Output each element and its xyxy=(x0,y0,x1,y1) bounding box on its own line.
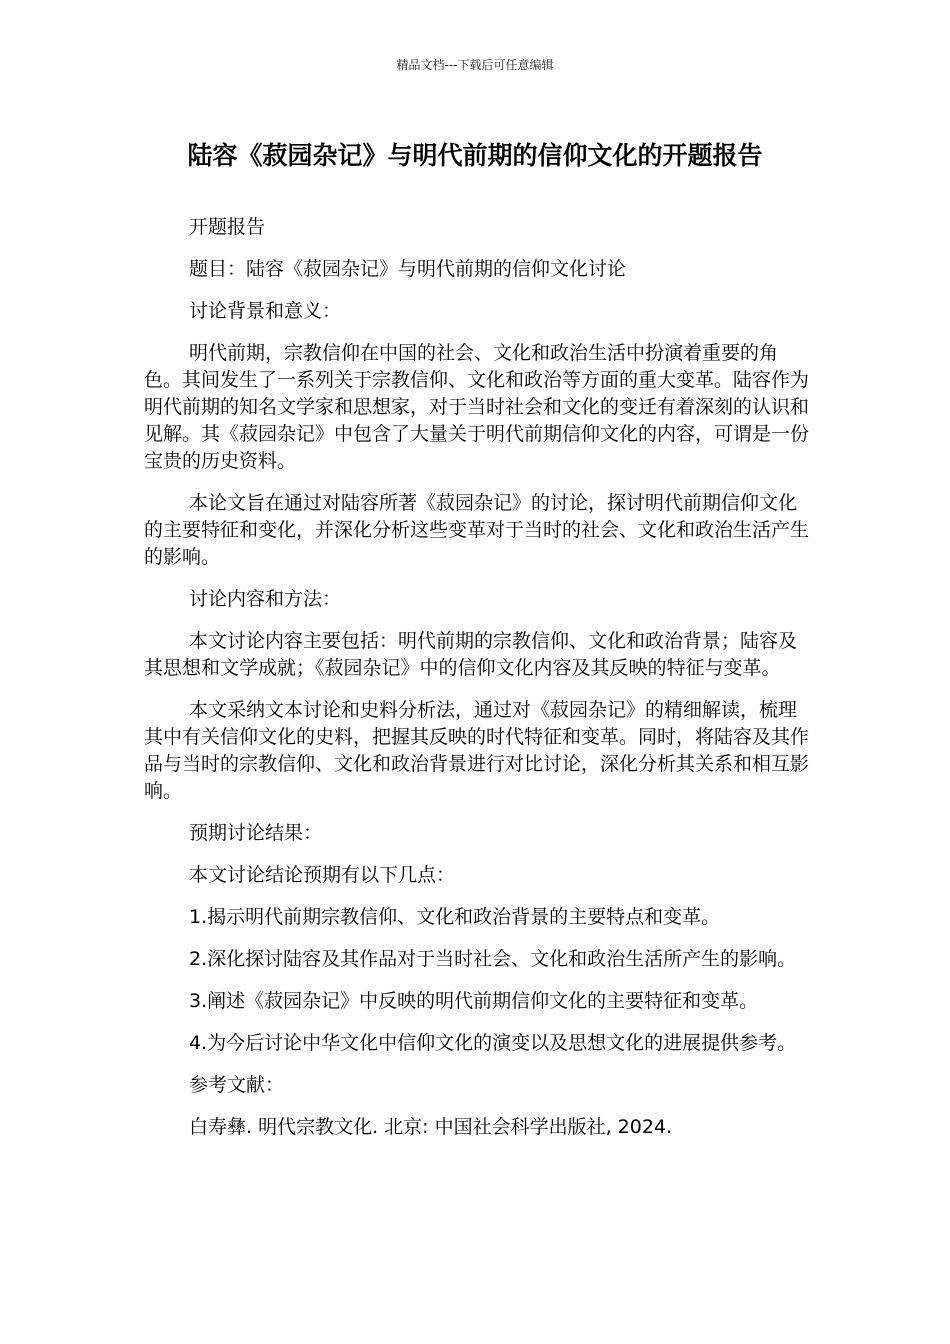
topic-line: 题目：陆容《菽园杂记》与明代前期的信仰文化讨论 xyxy=(189,258,627,280)
background-paragraph: 明代前期，宗教信仰在中国的社会、文化和政治生活中扮演着重要的角色。其间发生了一系列关于宗教信仰、文化和政治等方面的重大变革。陆容作为明代前期的知名文学家和思想家，对于当时社会和文化的变迁有着深刻的认识和见解。其《菽园杂记》中包含了大量关于明代前期信仰文化的内容，可谓是一份宝贵的历史资料。 xyxy=(144,342,810,472)
section-heading-expected-results: 预期讨论结果： xyxy=(189,822,323,844)
document-body xyxy=(144,214,809,1156)
purpose-paragraph: 本论文旨在通过对陆容所著《菽园杂记》的讨论，探讨明代前期信仰文化的主要特征和变化，并深化分析这些变革对于当时的社会、文化和政治生活产生的影响。 xyxy=(144,492,810,568)
expected-result-item: 1.揭示明代前期宗教信仰、文化和政治背景的主要特点和变革。 xyxy=(189,906,721,928)
section-label-report: 开题报告 xyxy=(189,216,266,238)
section-heading-references: 参考文献： xyxy=(189,1074,285,1096)
expected-result-item: 3.阐述《菽园杂记》中反映的明代前期信仰文化的主要特征和变革。 xyxy=(189,990,759,1012)
content-paragraph: 本文讨论内容主要包括：明代前期的宗教信仰、文化和政治背景；陆容及其思想和文学成就；《菽园杂记》中的信仰文化内容及其反映的特征与变革。 xyxy=(144,630,798,679)
expected-result-item: 4.为今后讨论中华文化中信仰文化的演变以及思想文化的进展提供参考。 xyxy=(189,1032,797,1054)
method-paragraph: 本文采纳文本讨论和史料分析法，通过对《菽园杂记》的精细解读，梳理其中有关信仰文化的史料，把握其反映的时代特征和变革。同时，将陆容及其作品与当时的宗教信仰、文化和政治背景进行对比讨论，深化分析其关系和相互影响。 xyxy=(144,699,810,802)
section-heading-content-method: 讨论内容和方法： xyxy=(189,588,342,610)
page-header: 精品文档---下载后可任意编辑 xyxy=(396,58,554,72)
document-title: 陆容《菽园杂记》与明代前期的信仰文化的开题报告 xyxy=(187,141,763,170)
expected-result-item: 2.深化探讨陆容及其作品对于当时社会、文化和政治生活所产生的影响。 xyxy=(189,948,797,970)
reference-entry: 白寿彝. 明代宗教文化. 北京: 中国社会科学出版社, 2024. xyxy=(189,1116,673,1138)
section-heading-background: 讨论背景和意义： xyxy=(189,300,342,322)
expected-results-intro: 本文讨论结论预期有以下几点： xyxy=(189,864,456,886)
